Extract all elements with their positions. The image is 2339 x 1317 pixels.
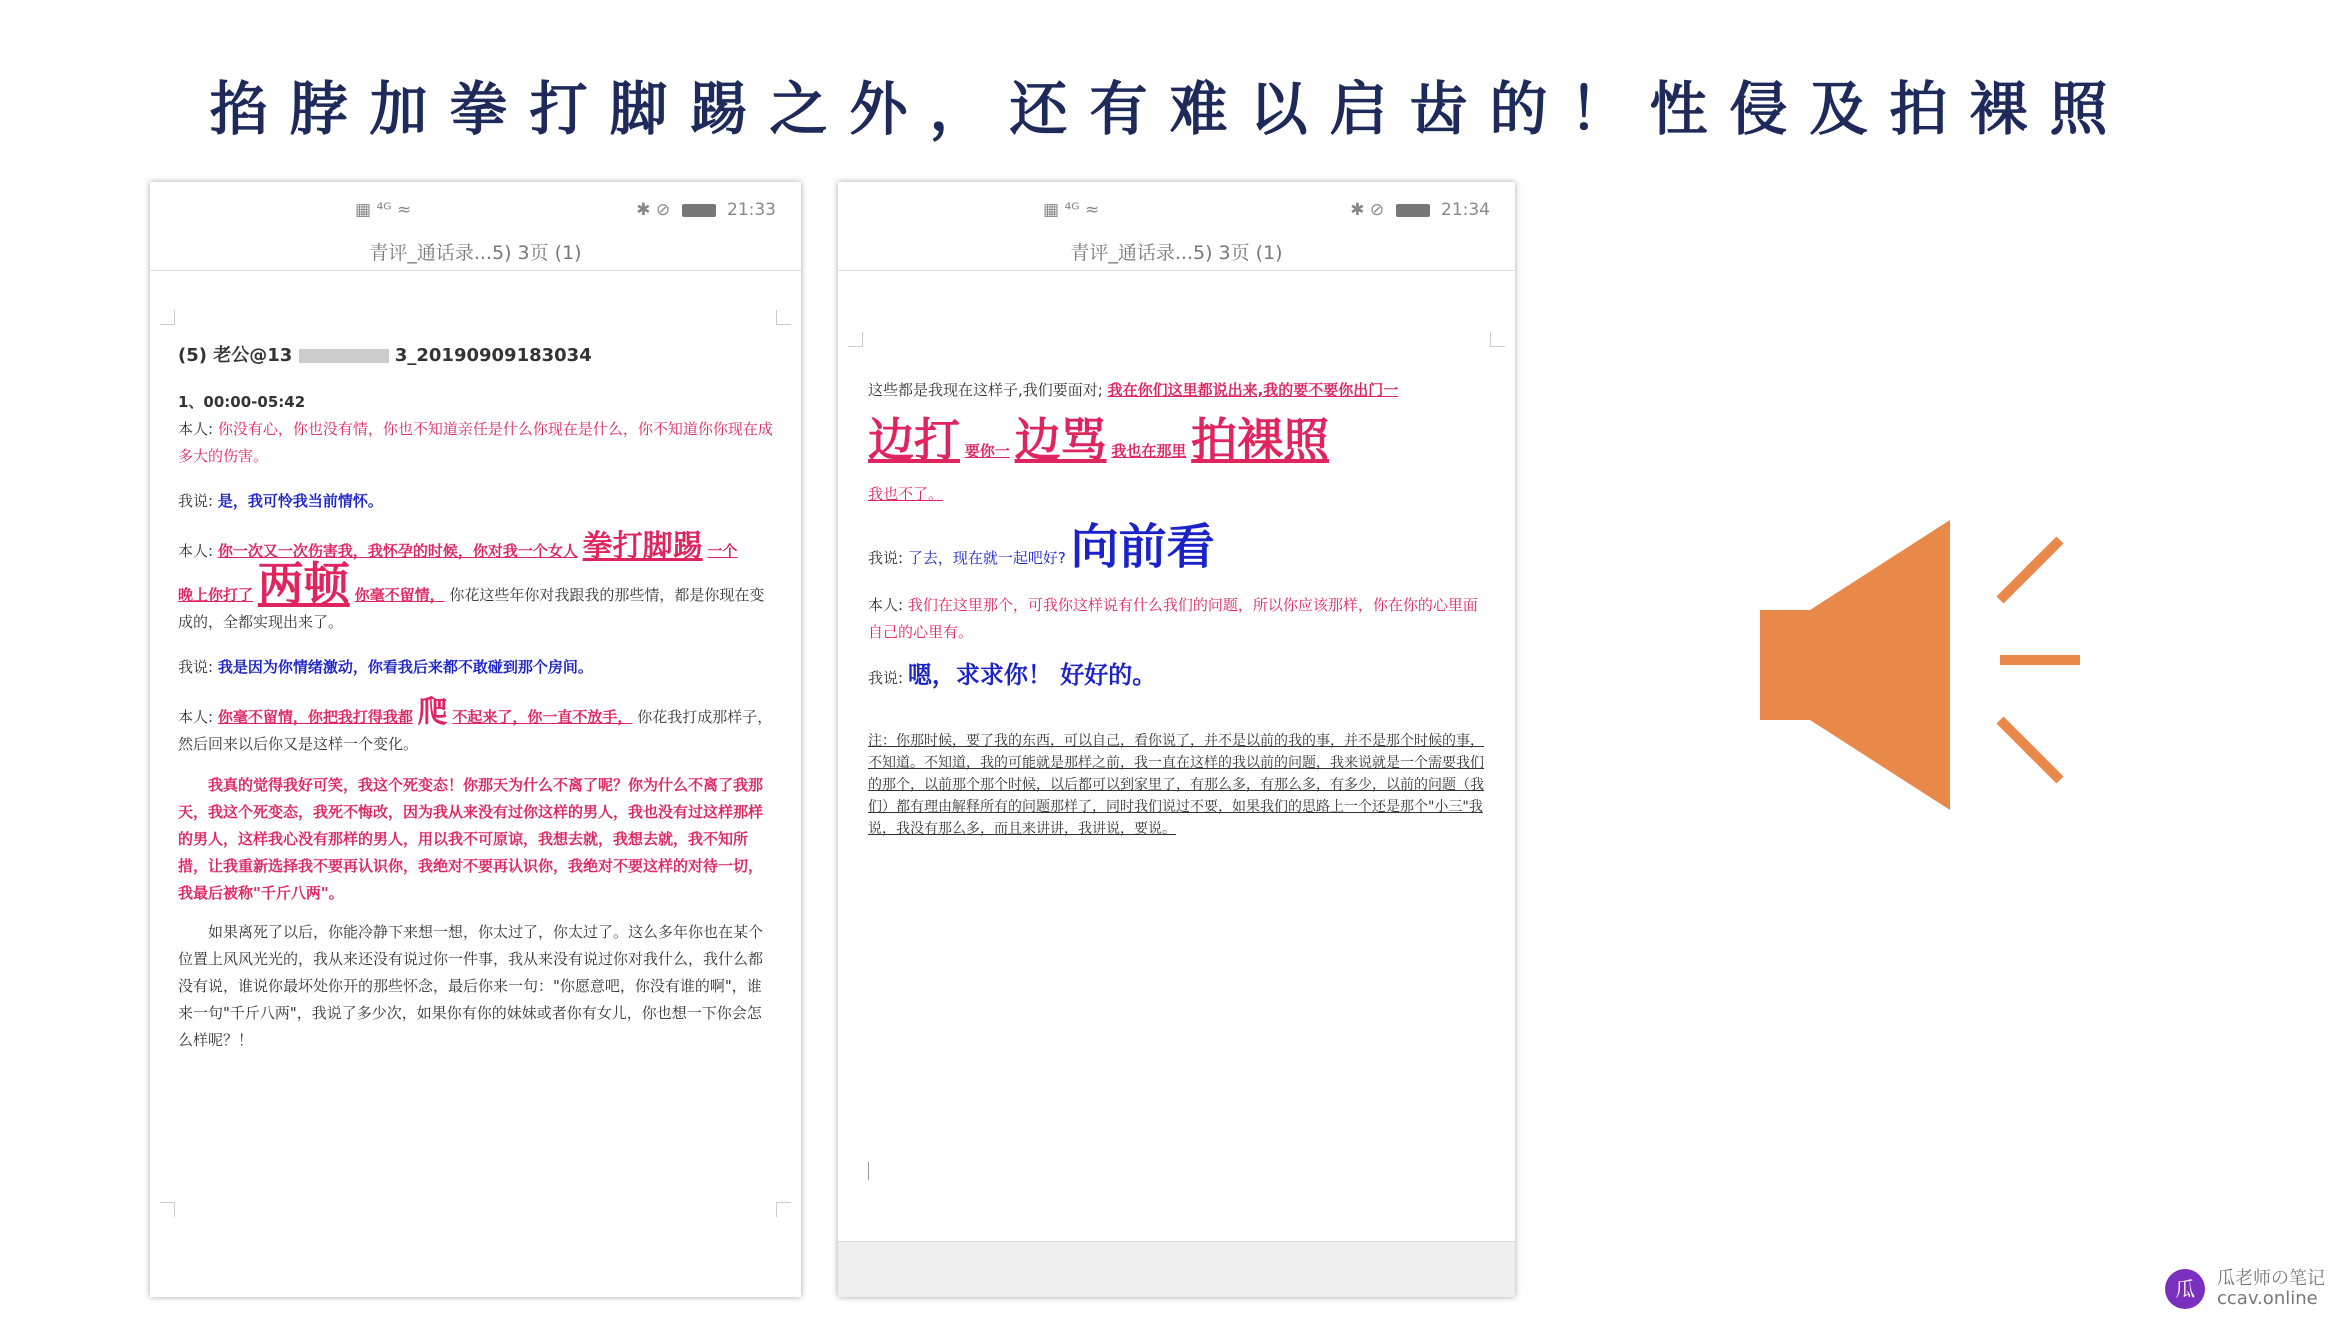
speaker-label: 我说: xyxy=(868,549,904,567)
dialogue-text: 一个 xyxy=(707,542,738,560)
record-header xyxy=(178,342,773,369)
dialogue-line xyxy=(178,695,773,758)
dialogue-text: 我在你们这里都说出来,我的要不要你出门一 xyxy=(1107,381,1399,399)
timestamp: 1、00:00-05:42 xyxy=(178,393,306,411)
phone-screenshot-right xyxy=(838,182,1515,1297)
document-body xyxy=(868,377,1485,840)
dialogue-line xyxy=(178,416,773,470)
sound-wave-upper xyxy=(2000,540,2060,600)
page-corner-mark xyxy=(160,1202,175,1217)
dialogue-line xyxy=(868,662,1485,692)
speaker-label: 我说: xyxy=(178,492,214,510)
dialogue-line: 我也不了。 xyxy=(868,485,944,503)
document-title: 青评_通话录...5) 3页 (1) xyxy=(1070,242,1283,264)
sound-wave-lower xyxy=(2000,720,2060,780)
page-corner-mark xyxy=(776,1202,791,1217)
document-body xyxy=(178,342,773,1054)
highlight-text: 向前看 xyxy=(1070,519,1215,575)
signal-icons: ▦ ⁴ᴳ ≈ xyxy=(1043,200,1100,220)
highlight-text: 拳打脚踢 xyxy=(582,529,703,564)
status-icons: ✱ ⊘ xyxy=(1350,200,1385,220)
dialogue-line xyxy=(868,410,1485,481)
dialogue-text: 我是因为你情绪激动，你看我后来都不敢碰到那个房间。 xyxy=(217,658,593,676)
speaker-label: 本人: xyxy=(178,708,214,726)
watermark-logo: 瓜 xyxy=(2165,1269,2205,1309)
dialogue-text: 你毫不留情，你把我打得我都 xyxy=(217,708,413,726)
paragraph: 如果离死了以后，你能冷静下来想一想，你太过了，你太过了。这么多年你也在某个位置上风风光光的，我从来还没有说过你一件事，我从来没有说过你对我什么，我什么都没有说，谁说你最坏处你开的那些怀念，最后你来一句："你愿意吧，你没有谁的啊"，谁来一句"千斤八两"，我说了多少次，如果你有你的妹妹或者你有女儿，你也想一下你会怎么样呢？！ xyxy=(178,923,764,1049)
phone-screenshot-left xyxy=(150,182,801,1297)
dialogue-text: 不起来了，你一直不放手， xyxy=(452,708,633,726)
dialogue-line xyxy=(868,592,1485,646)
highlight-text: 拍裸照 xyxy=(1191,413,1330,467)
dialogue-text: 是，我可怜我当前情怀。 xyxy=(217,492,383,510)
speaker-icon[interactable] xyxy=(1750,500,2090,830)
highlight-text: 边骂 xyxy=(1014,413,1107,467)
redaction-blur xyxy=(299,349,389,363)
dialogue-text: 晚上你打了 xyxy=(178,586,254,604)
divider xyxy=(838,270,1515,271)
paragraph xyxy=(868,730,1485,840)
speaker-label: 本人: xyxy=(178,542,214,560)
bottom-bar xyxy=(838,1241,1515,1297)
clock: 21:34 xyxy=(1441,200,1490,220)
dialogue-text: 我们在这里那个，可我你这样说有什么我们的问题，所以你应该那样，你在你的心里面自己的心里有。 xyxy=(868,596,1478,641)
status-bar xyxy=(838,200,1515,230)
page-corner-mark xyxy=(160,310,175,325)
paragraph-text: 注：你那时候，要了我的东西，可以自己，看你说了，并不是以前的我的事，并不是那个时候的事，不知道。不知道，我的可能就是那样之前，我一直在这样的我以前的问题，我来说就是一个需要我们的那个，以前那个那个时候，以后都可以到家里了，有那么多，有那么多，有多少，以前的问题（我们）都有理由解释所有的问题那样了，同时我们说过不要，如果我们的思路上一个还是那个"小三"我说，我没有那么多，而且来讲讲，我讲说，要说。 xyxy=(868,733,1484,837)
dialogue-text: 你一次又一次伤害我，我怀孕的时候，你对我一个女人 xyxy=(217,542,578,560)
dialogue-text: 要你一 xyxy=(964,442,1010,460)
battery-icon xyxy=(1396,204,1430,217)
dialogue-line xyxy=(868,377,1485,404)
status-right xyxy=(636,200,776,220)
page-corner-mark xyxy=(1490,332,1505,347)
page-title: 掐脖加拳打脚踢之外，还有难以启齿的！性侵及拍裸照 xyxy=(209,75,2130,143)
dialogue-text: 我也在那里 xyxy=(1111,442,1187,460)
dialogue-text: 了去，现在就一起吧好? xyxy=(907,549,1066,567)
record-header-number: (5) 老公@13 xyxy=(178,345,293,366)
signal-icons: ▦ ⁴ᴳ ≈ xyxy=(355,200,412,220)
watermark-url: ccav.online xyxy=(2217,1288,2318,1309)
document-title: 青评_通话录...5) 3页 (1) xyxy=(369,242,582,264)
speaker-label: 本人: xyxy=(868,596,904,614)
highlight-text: 边打 xyxy=(868,413,960,467)
divider xyxy=(150,270,801,271)
speaker-body xyxy=(1760,520,1950,810)
speaker-label: 我说: xyxy=(178,658,214,676)
battery-icon xyxy=(682,204,716,217)
dialogue-line xyxy=(178,557,773,636)
dialogue-line xyxy=(178,654,773,681)
text-cursor xyxy=(868,1162,869,1180)
watermark-name: 瓜老师の笔记 xyxy=(2217,1268,2325,1289)
status-bar xyxy=(150,200,801,230)
dialogue-text: 你花这些年你对我跟我的那些情，都是你现在变成的，全都实现出来了。 xyxy=(178,586,765,631)
record-header-suffix: 3_20190909183034 xyxy=(394,345,592,366)
dialogue-text: 嗯，求求你！ 好好的。 xyxy=(907,661,1157,689)
dialogue-text: 你毫不留情， xyxy=(354,586,445,604)
status-icons: ✱ ⊘ xyxy=(636,200,671,220)
dialogue-line xyxy=(178,488,773,515)
page-corner-mark xyxy=(776,310,791,325)
clock: 21:33 xyxy=(727,200,776,220)
dialogue-text: 你没有心，你也没有情，你也不知道亲任是什么你现在是什么，你不知道你你现在成多大的伤害。 xyxy=(178,420,773,465)
dialogue-line xyxy=(868,519,1485,575)
highlight-text: 两顿 xyxy=(257,557,350,611)
dialogue-text: 你花我打成那样子，然后回来以后你又是这样一个变化。 xyxy=(178,708,773,753)
highlight-text: 爬 xyxy=(417,695,448,730)
watermark xyxy=(2165,1269,2325,1309)
speaker-label: 我说: xyxy=(868,669,904,687)
paragraph: 我真的觉得我好可笑，我这个死变态！你那天为什么不离了呢？你为什么不离了我那天，我这个死变态，我死不悔改，因为我从来没有过你这样的男人，我也没有过这样那样的男人，这样我心没有那样的男人，用以我不可原谅，我想去就，我想去就，我不知所措，让我重新选择我不要再认识你，我绝对不要再认识你，我绝对不要这样的对待一切，我最后被称"千斤八两"。 xyxy=(178,776,764,902)
status-right xyxy=(1350,200,1490,220)
page-corner-mark xyxy=(848,332,863,347)
dialogue-text: 这些都是我现在这样子,我们要面对; xyxy=(868,381,1103,399)
speaker-label: 本人: xyxy=(178,420,214,438)
